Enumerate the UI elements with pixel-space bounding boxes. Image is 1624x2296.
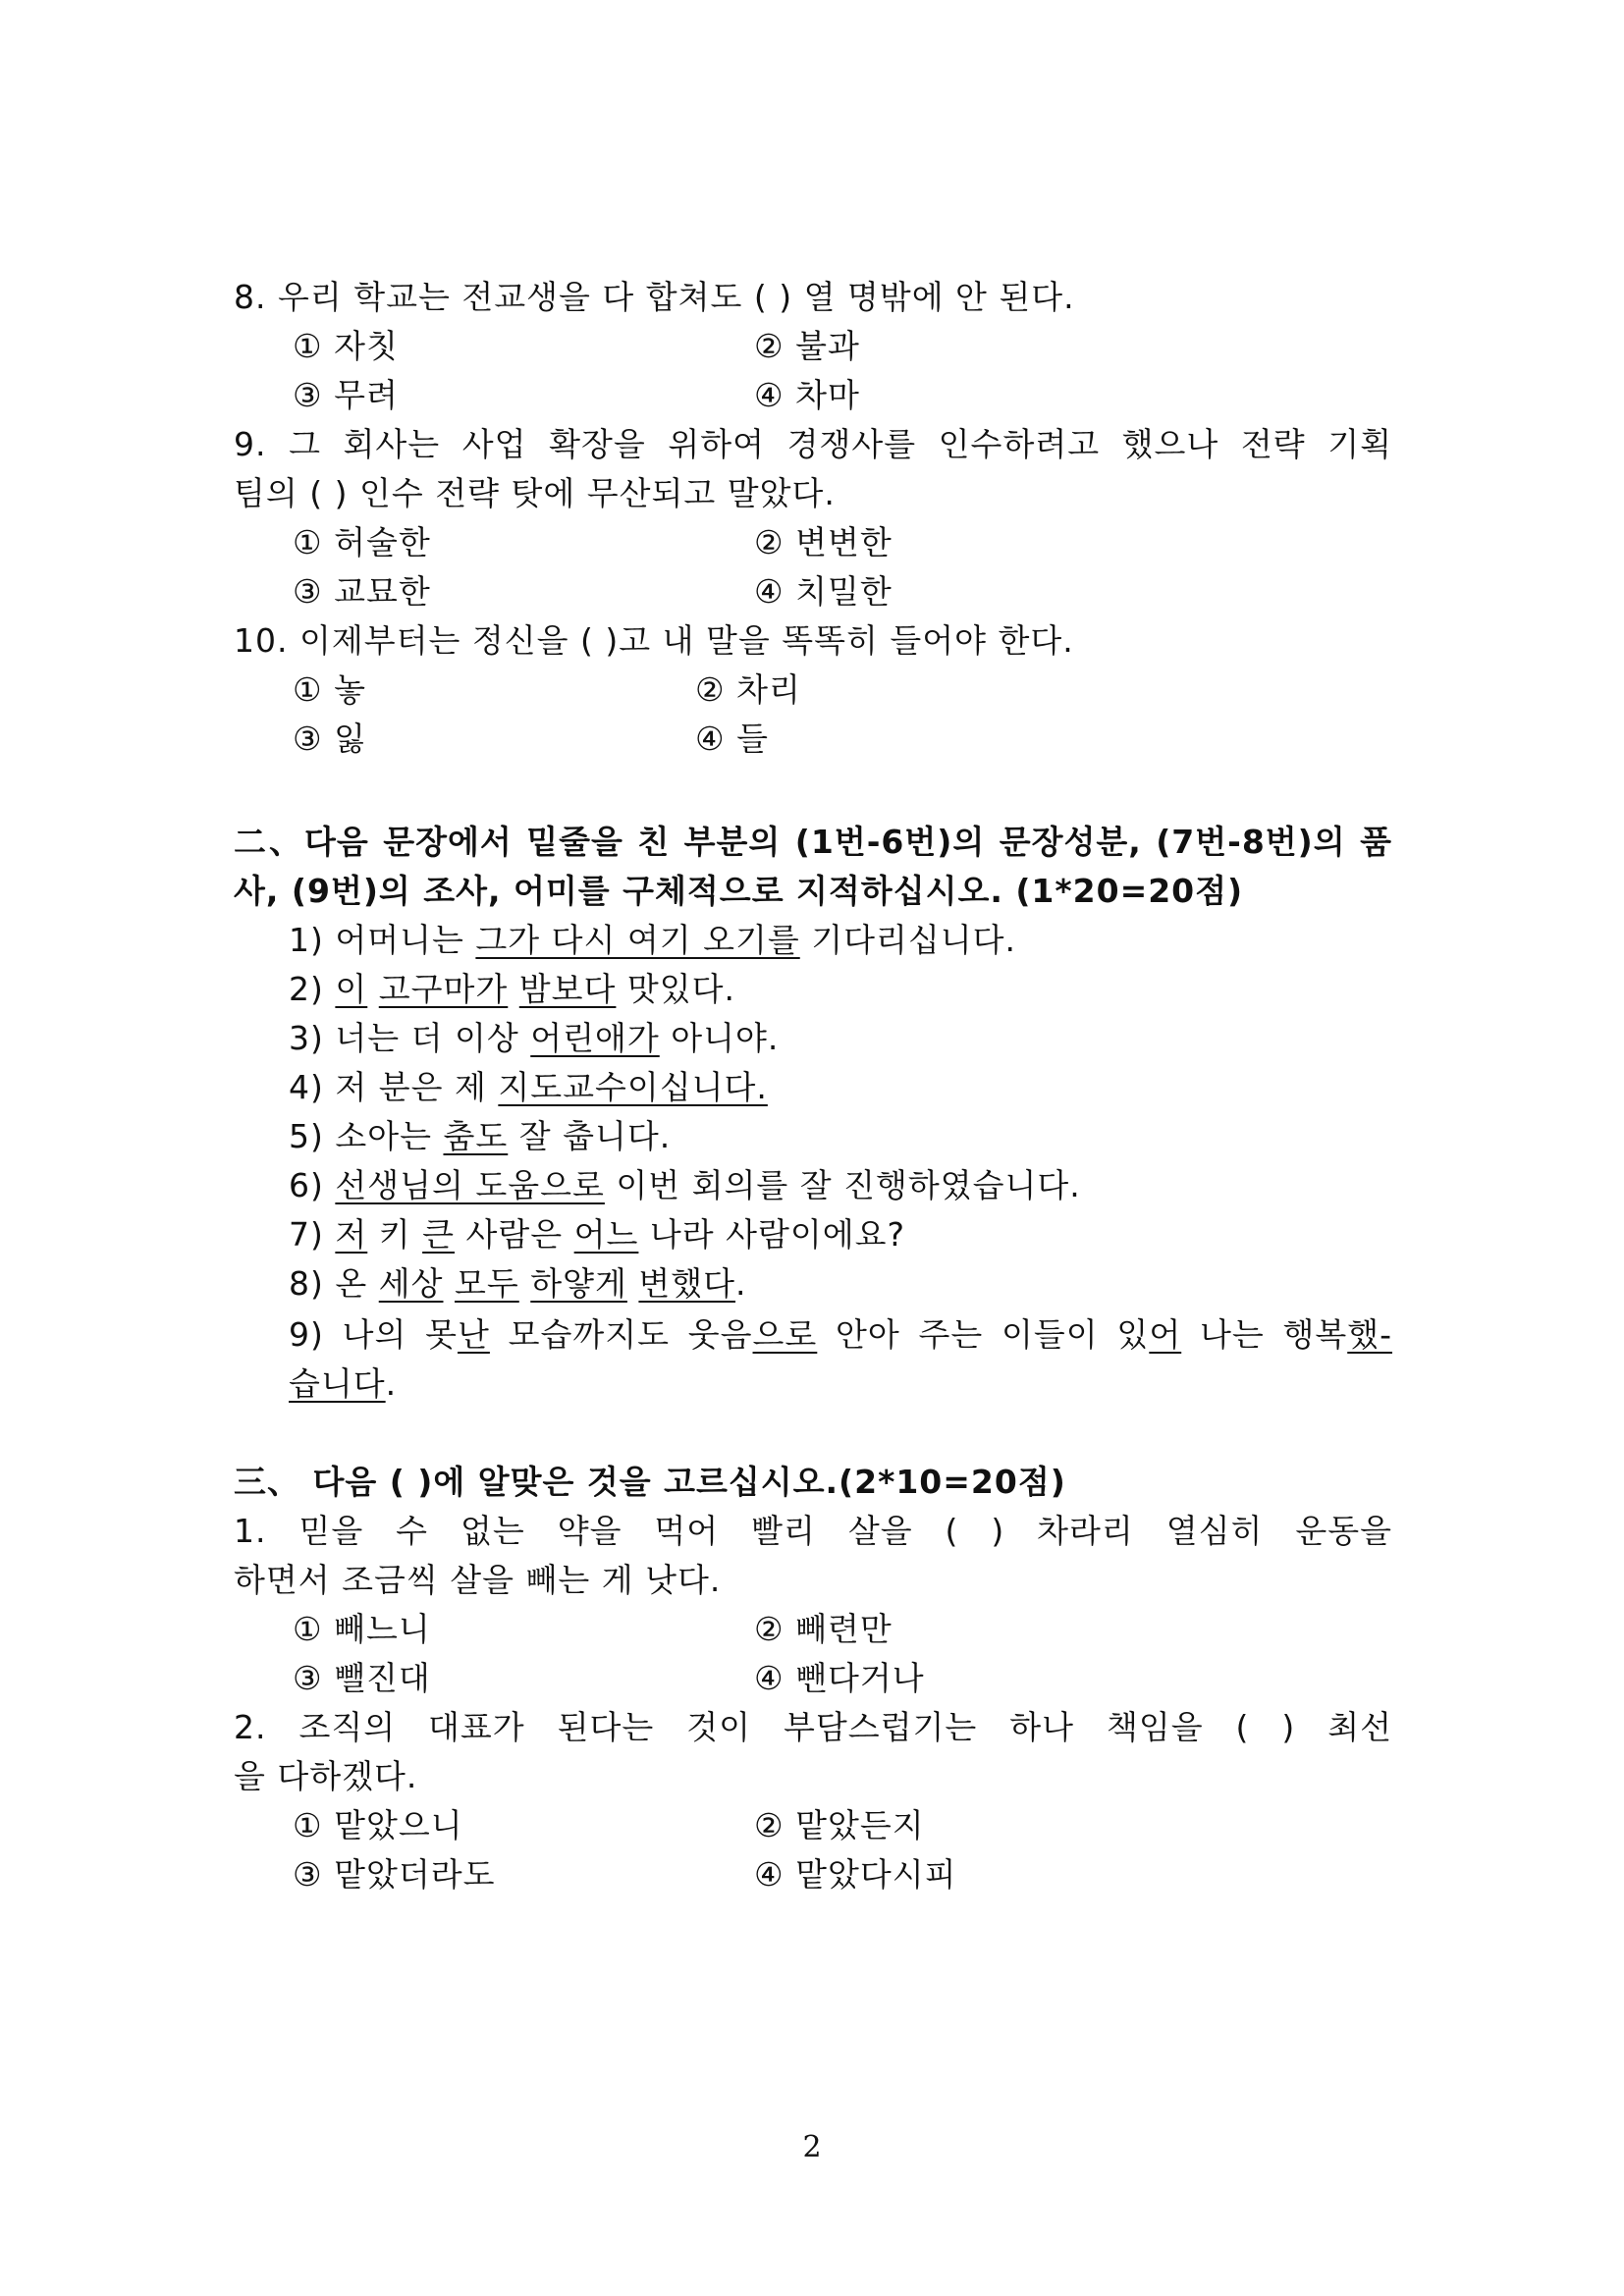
section3-q1-option-1: ① 빼느니	[293, 1610, 431, 1648]
section2-item	[289, 1063, 768, 1112]
sentence-text: 1) 어머니는	[289, 921, 476, 959]
q9-stem-line1: 9. 그 회사는 사업 확장을 위하여 경쟁사를 인수하려고 했으나 전략 기획	[234, 425, 1392, 463]
section3-q2-option-4: ④ 맡았다시피	[754, 1855, 957, 1894]
section3-q2-option-1: ① 맡았으니	[293, 1806, 463, 1844]
sentence-text: 키	[367, 1215, 423, 1254]
section2-item	[289, 1210, 905, 1259]
q9-stem-line2: 팀의 ( ) 인수 전략 탓에 무산되고 말았다.	[234, 474, 836, 512]
section2-item	[289, 1360, 397, 1409]
section2-heading-line1: 二、다음 문장에서 밑줄을 친 부분의 (1번-6번)의 문장성분, (7번-8번)의 품	[234, 823, 1392, 861]
q8-option-1: ① 자칫	[293, 327, 399, 365]
sentence-text: 9) 나의 못	[289, 1315, 458, 1354]
sentence-text	[444, 1264, 456, 1303]
q9-option-3: ③ 교묘한	[293, 572, 431, 611]
sentence-text: 이번 회의를 잘 진행하였습니다.	[604, 1166, 1081, 1204]
section2-heading-line2: 사, (9번)의 조사, 어미를 구체적으로 지적하십시오. (1*20=20점)	[234, 872, 1244, 910]
underlined-phrase: 고구마가	[378, 970, 509, 1008]
sentence-text: 잘 춥니다.	[508, 1117, 672, 1155]
q8-stem: 8. 우리 학교는 전교생을 다 합쳐도 ( ) 열 명밖에 안 된다.	[234, 278, 1075, 316]
sentence-text: 나라 사람이에요?	[638, 1215, 906, 1254]
underlined-phrase: 변했다	[638, 1264, 736, 1303]
q9-option-4: ④ 치밀한	[754, 572, 893, 611]
underlined-phrase: 어린애가	[530, 1019, 660, 1057]
sentence-text: 5) 소아는	[289, 1117, 444, 1155]
q8-option-2: ② 불과	[754, 327, 860, 365]
sentence-text: 맛있다.	[616, 970, 736, 1008]
q8-option-3: ③ 무려	[293, 376, 399, 414]
section3-q2-stem-line2: 을 다하겠다.	[234, 1757, 418, 1795]
section2-item	[289, 916, 1016, 965]
underlined-phrase: 난	[458, 1315, 490, 1354]
section3-heading: 三、 다음 ( )에 알맞은 것을 고르십시오.(2*10=20점)	[234, 1463, 1066, 1501]
sentence-text: .	[735, 1264, 747, 1303]
sentence-text: .	[385, 1364, 398, 1403]
q10-option-1: ① 놓	[293, 670, 366, 709]
underlined-phrase: 으로	[752, 1315, 818, 1354]
section3-q2-option-2: ② 맡았든지	[754, 1806, 925, 1844]
section2-item	[289, 1161, 1081, 1210]
sentence-text	[627, 1264, 639, 1303]
underlined-phrase: 밤보다	[518, 970, 617, 1008]
q9-option-1: ① 허술한	[293, 523, 431, 561]
sentence-text: 6)	[289, 1166, 336, 1204]
underlined-phrase: 어	[1149, 1315, 1182, 1354]
sentence-text: 8) 온	[289, 1264, 379, 1303]
section3-q1-stem-line2: 하면서 조금씩 살을 빼는 게 낫다.	[234, 1561, 722, 1599]
underlined-phrase: 세상	[378, 1264, 444, 1303]
sentence-text: 2)	[289, 970, 336, 1008]
page-number: 2	[802, 2130, 822, 2164]
section2-item	[289, 1014, 779, 1063]
section2-item	[289, 1310, 1392, 1360]
section3-q1-stem-line1: 1. 믿을 수 없는 약을 먹어 빨리 살을 ( ) 차라리 열심히 운동을	[234, 1512, 1392, 1550]
section3-q2-stem-line1: 2. 조직의 대표가 된다는 것이 부담스럽기는 하나 책임을 ( ) 최선	[234, 1708, 1392, 1746]
sentence-text	[367, 970, 379, 1008]
section3-q1-option-4: ④ 뺀다거나	[754, 1659, 925, 1697]
underlined-phrase: 지도교수이십니다.	[498, 1068, 768, 1106]
section2-item	[289, 965, 735, 1014]
underlined-phrase: 춤도	[443, 1117, 509, 1155]
underlined-phrase: 습니다	[289, 1364, 386, 1403]
underlined-phrase: 그가 다시 여기 오기를	[475, 921, 800, 959]
section3-q1-option-2: ② 빼련만	[754, 1610, 893, 1648]
sentence-text: 4) 저 분은 제	[289, 1068, 499, 1106]
underlined-phrase: 어느	[573, 1215, 639, 1254]
section3-q1-option-3: ③ 뺄진대	[293, 1659, 431, 1697]
sentence-text: 사람은	[455, 1215, 574, 1254]
underlined-phrase: 하얗게	[530, 1264, 627, 1303]
underlined-phrase: 이	[335, 970, 368, 1008]
section3-q2-option-3: ③ 맡았더라도	[293, 1855, 496, 1894]
sentence-text	[519, 1264, 531, 1303]
underlined-phrase: 모두	[455, 1264, 519, 1303]
sentence-text: 나는 행복	[1181, 1315, 1348, 1354]
sentence-text: 모습까지도 웃음	[489, 1315, 753, 1354]
q9-option-2: ② 변변한	[754, 523, 893, 561]
section2-item	[289, 1259, 747, 1308]
q10-option-4: ④ 들	[695, 720, 769, 758]
underlined-phrase: 선생님의 도움으로	[335, 1166, 605, 1204]
q10-option-3: ③ 잃	[293, 720, 366, 758]
underlined-phrase: 했-	[1347, 1315, 1392, 1354]
sentence-text: 3) 너는 더 이상	[289, 1019, 531, 1057]
underlined-phrase: 큰	[422, 1215, 456, 1254]
sentence-text: 안아 주는 이들이 있	[817, 1315, 1150, 1354]
sentence-text: 아니야.	[659, 1019, 780, 1057]
q8-option-4: ④ 차마	[754, 376, 860, 414]
q10-stem: 10. 이제부터는 정신을 ( )고 내 말을 똑똑히 들어야 한다.	[234, 621, 1074, 660]
q10-option-2: ② 차리	[695, 670, 801, 709]
section2-item	[289, 1112, 671, 1161]
sentence-text: 7)	[289, 1215, 336, 1254]
sentence-text	[508, 970, 519, 1008]
sentence-text: 기다리십니다.	[799, 921, 1016, 959]
underlined-phrase: 저	[335, 1215, 368, 1254]
